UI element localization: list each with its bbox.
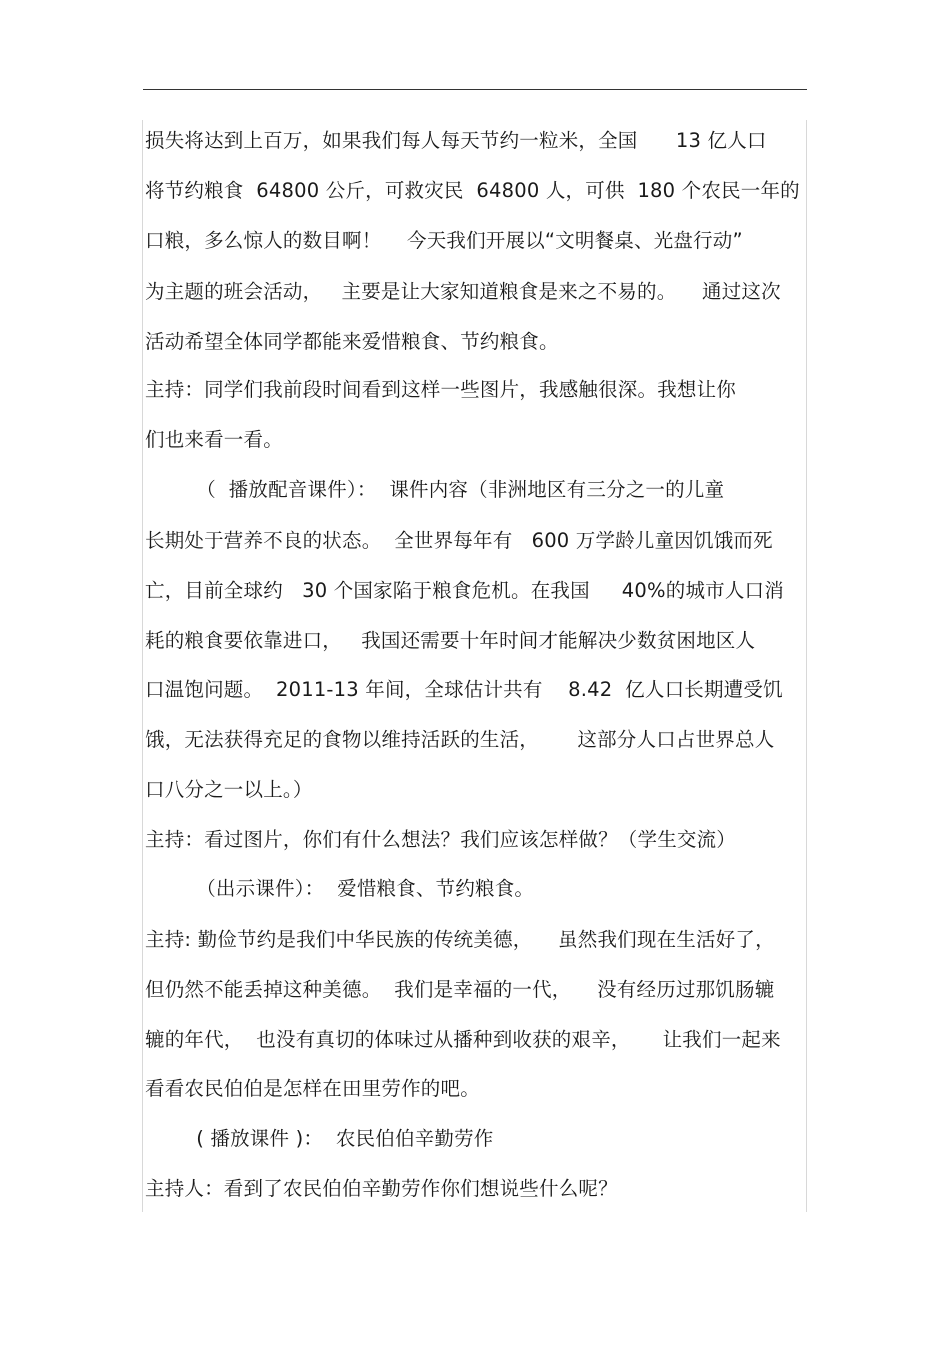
right-margin-border (806, 120, 807, 1212)
text-line: 口粮，多么惊人的数目啊！ 今天我们开展以“文明餐桌、光盘行动” (145, 229, 743, 252)
text-line: 为主题的班会活动， 主要是让大家知道粮食是来之不易的。 通过这次 (145, 280, 781, 303)
text-line: 辘的年代， 也没有真切的体味过从播种到收获的艰辛， 让我们一起来 (145, 1028, 781, 1051)
text-line: 长期处于营养不良的状态。 全世界每年有 600 万学龄儿童因饥饿而死 (145, 529, 773, 552)
text-line: 饿，无法获得充足的食物以维持活跃的生活， 这部分人口占世界总人 (145, 728, 775, 751)
text-line: 主持人：看到了农民伯伯辛勤劳作你们想说些什么呢？ (145, 1177, 618, 1200)
text-line: 但仍然不能丢掉这种美德。 我们是幸福的一代， 没有经历过那饥肠辘 (145, 978, 775, 1001)
text-line: 主持: 勤俭节约是我们中华民族的传统美德， 虽然我们现在生活好了， (145, 928, 775, 951)
text-line: 口八分之一以上。） (145, 778, 313, 801)
text-line: 主持：看过图片，你们有什么想法？我们应该怎样做？（学生交流） (145, 828, 737, 851)
text-line: 将节约粮食 64800 公斤，可救灾民 64800 人，可供 180 个农民一年的 (145, 179, 800, 202)
text-line: 口温饱问题。 2011-13 年间，全球估计共有 8.42 亿人口长期遭受饥 (145, 678, 783, 701)
text-line: （出示课件）： 爱惜粮食、节约粮食。 (145, 877, 535, 900)
header-rule (143, 89, 807, 90)
left-margin-border (142, 120, 143, 1212)
text-line: 亡，目前全球约 30 个国家陷于粮食危机。在我国 40%的城市人口消 (145, 579, 784, 602)
text-line: 主持：同学们我前段时间看到这样一些图片，我感触很深。我想让你 (145, 378, 737, 401)
text-line: （ 播放配音课件）： 课件内容（非洲地区有三分之一的儿童 (145, 478, 725, 501)
text-line: ( 播放课件 )： 农民伯伯辛勤劳作 (145, 1127, 494, 1150)
text-line: 们也来看一看。 (145, 428, 283, 451)
text-line: 耗的粮食要依靠进口， 我国还需要十年时间才能解决少数贫困地区人 (145, 629, 756, 652)
text-line: 活动希望全体同学都能来爱惜粮食、节约粮食。 (145, 330, 559, 353)
text-line: 看看农民伯伯是怎样在田里劳作的吧。 (145, 1077, 480, 1100)
text-line: 损失将达到上百万，如果我们每人每天节约一粒米，全国 13 亿人口 (145, 129, 767, 152)
